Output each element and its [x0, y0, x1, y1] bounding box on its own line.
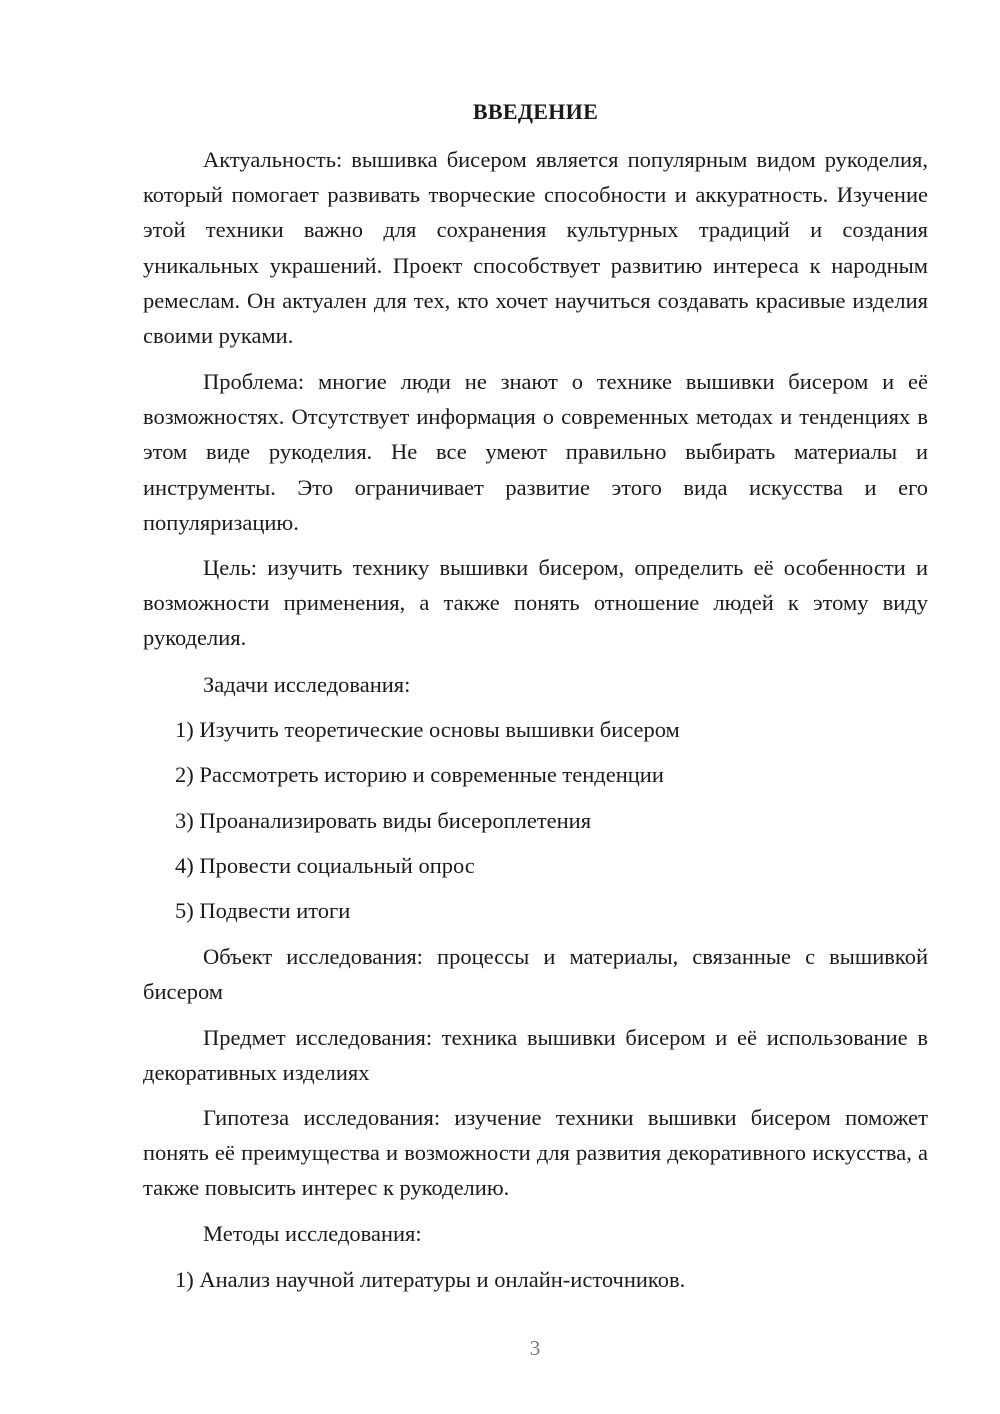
- task-item-4: 4) Провести социальный опрос: [175, 853, 475, 878]
- relevance-paragraph: Актуальность: вышивка бисером является популярным видом рукоделия, который помогает развивать творческие способности и аккуратность. Изучение этой техники важно для сохранения культурных традиций и создания уникальных украшений. Проект способствует развитию интереса к народным ремеслам. Он актуален для тех, кто хочет научиться создавать красивые изделия своими руками.: [143, 147, 928, 349]
- tasks-heading: Задачи исследования:: [203, 672, 411, 697]
- page-title: ВВЕДЕНИЕ: [472, 99, 599, 124]
- page-number: 3: [529, 1336, 541, 1360]
- task-item-3: 3) Проанализировать виды бисероплетения: [175, 808, 592, 833]
- hypothesis-paragraph: Гипотеза исследования: изучение техники вышивки бисером поможет понять её преимущества и возможности для развития декоративного искусства, а также повысить интерес к рукоделию.: [143, 1105, 928, 1201]
- object-paragraph: Объект исследования: процессы и материалы, связанные с вышивкой бисером: [143, 944, 928, 1005]
- subject-paragraph: Предмет исследования: техника вышивки бисером и её использование в декоративных изделиях: [143, 1025, 928, 1086]
- problem-paragraph: Проблема: многие люди не знают о технике вышивки бисером и её возможностях. Отсутствует информация о современных методах и тенденциях в этом виде рукоделия. Не все умеют правильно выбирать материалы и инструменты. Это ограничивает развитие этого вида искусства и его популяризацию.: [143, 369, 928, 535]
- task-item-2: 2) Рассмотреть историю и современные тенденции: [175, 762, 664, 787]
- methods-heading: Методы исследования:: [203, 1221, 422, 1246]
- goal-paragraph: Цель: изучить технику вышивки бисером, определить её особенности и возможности применения, а также понять отношение людей к этому виду рукоделия.: [143, 555, 928, 651]
- method-item-1: 1) Анализ научной литературы и онлайн-источников.: [175, 1267, 686, 1292]
- task-item-1: 1) Изучить теоретические основы вышивки бисером: [175, 717, 680, 742]
- task-item-5: 5) Подвести итоги: [175, 898, 351, 923]
